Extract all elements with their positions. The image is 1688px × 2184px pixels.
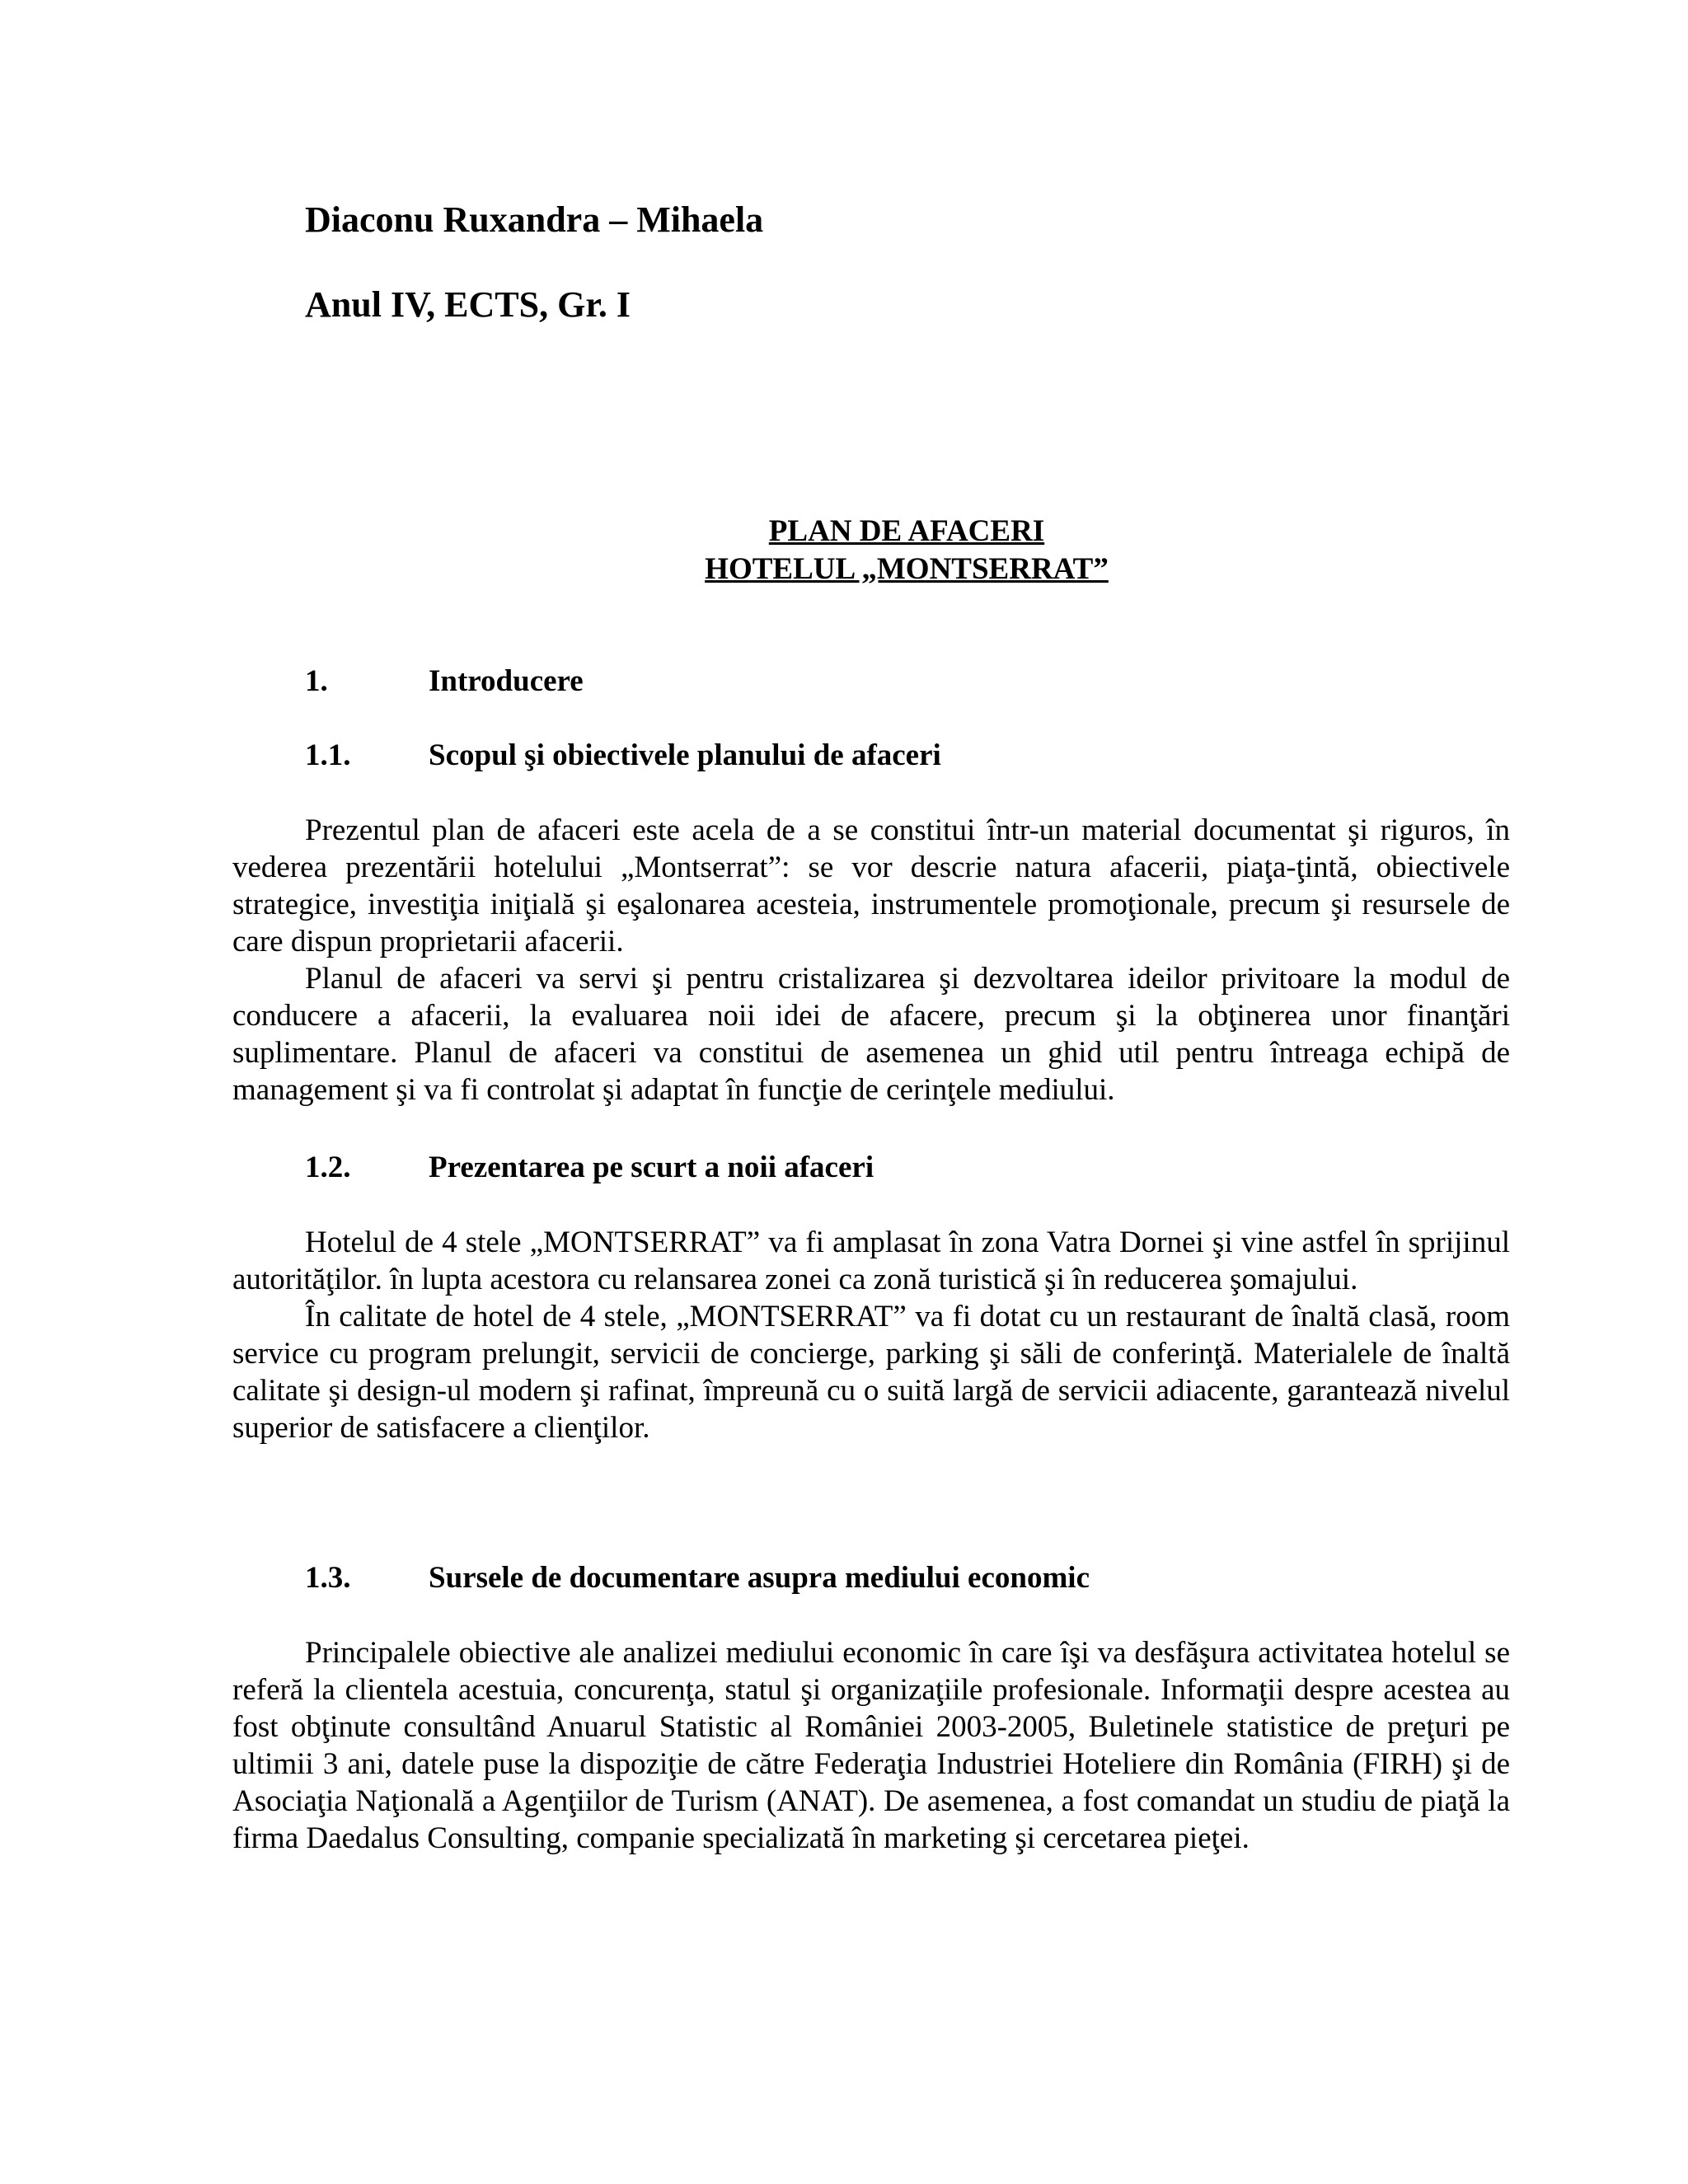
paragraph: Prezentul plan de afaceri este acela de a se constitui într-un material documentat şi riguros, în vederea prezentării hotelului „Montserrat”: se vor descrie natura afacerii, piaţa-ţintă, obiectivele strategice, investiţia iniţială şi eşalonarea acesteia, instrumentele promoţionale, precum şi resursele de care dispun proprietarii afacerii. (232, 813, 1510, 958)
paragraph: Planul de afaceri va servi şi pentru cristalizarea şi dezvoltarea ideilor privitoare la modul de conducere a afacerii, la evaluarea noii idei de afacere, precum şi la obţinerea unor finanţări suplimentare. Planul de afaceri va constitui de asemenea un ghid util pentru întreaga echipă de management şi va fi controlat şi adaptat în funcţie de cerinţele mediului. (232, 962, 1510, 1107)
section-heading-1-1 (305, 740, 941, 771)
section-title: Scopul şi obiectivele planului de afaceri (429, 738, 941, 772)
section-title: Prezentarea pe scurt a noii afaceri (429, 1151, 874, 1184)
section-title: Introducere (429, 664, 584, 698)
section-title: Sursele de documentare asupra mediului economic (429, 1561, 1090, 1595)
section-1-1-body (232, 812, 1510, 1108)
section-number: 1.2. (305, 1151, 351, 1184)
section-heading-1-3 (305, 1563, 1090, 1593)
paragraph: În calitate de hotel de 4 stele, „MONTSERRAT” va fi dotat cu un restaurant de înaltă clasă, room service cu program prelungit, servicii de concierge, parking şi săli de conferinţă. Materialele de înaltă calitate şi design-ul modern şi rafinat, împreună cu o suită largă de servicii adiacente, garantează nivelul superior de satisfacere a clienţilor. (232, 1300, 1510, 1445)
document-title-line1: PLAN DE AFACERI (768, 514, 1045, 548)
author-name: Diaconu Ruxandra – Mihaela (305, 199, 764, 240)
paragraph: Principalele obiective ale analizei mediului economic în care îşi va desfăşura activitatea hotelul se referă la clientela acestuia, concurenţa, statul şi organizaţiile profesionale. Informaţii despre acestea au fost obţinute consultând Anuarul Statistic al României 2003-2005, Buletinele statistice de preţuri pe ultimii 3 ani, datele puse la dispoziţie de către Federaţia Industriei Hoteliere din România (FIRH) şi de Asociaţia Naţională a Agenţiilor de Turism (ANAT). De asemenea, a fost comandat un studiu de piaţă la firma Daedalus Consulting, companie specializată în marketing şi cercetarea pieţei. (232, 1636, 1510, 1855)
section-heading-1 (305, 666, 584, 696)
section-number: 1.3. (305, 1561, 351, 1595)
paragraph: Hotelul de 4 stele „MONTSERRAT” va fi amplasat în zona Vatra Dornei şi vine astfel în sprijinul autorităţilor. în lupta acestora cu relansarea zonei ca zonă turistică şi în reducerea şomajului. (232, 1226, 1510, 1296)
document-title-line2: HOTELUL „MONTSERRAT” (705, 552, 1109, 586)
section-number: 1. (305, 664, 328, 698)
section-heading-1-2 (305, 1152, 874, 1183)
author-group: Anul IV, ECTS, Gr. I (305, 284, 631, 325)
section-1-3-body (232, 1634, 1510, 1857)
section-number: 1.1. (305, 738, 351, 772)
section-1-2-body (232, 1224, 1510, 1446)
